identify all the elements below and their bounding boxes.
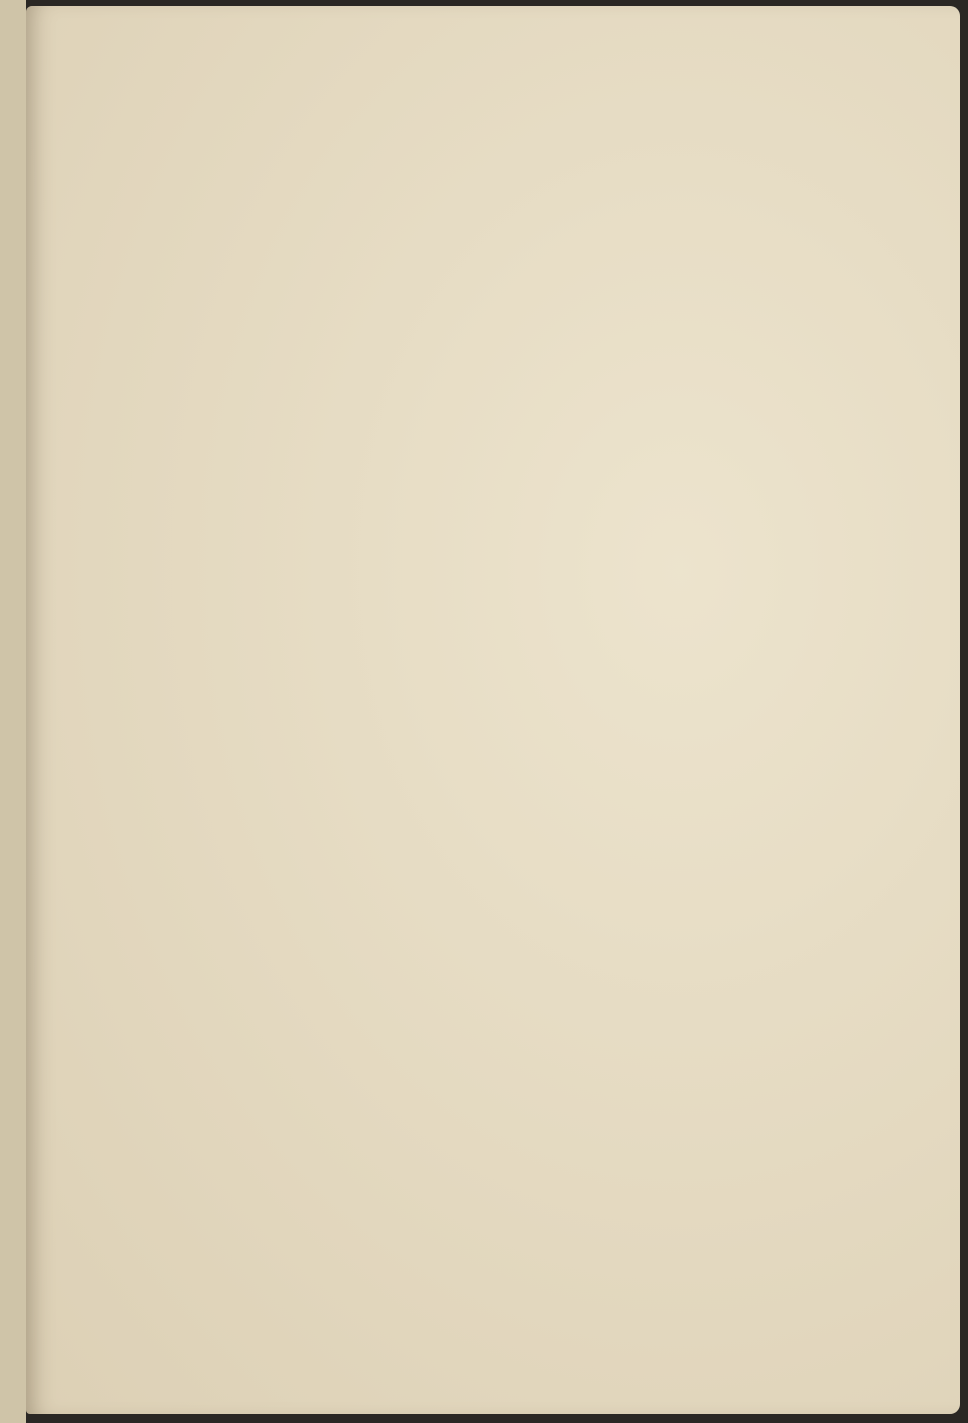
facing-page-edge [0, 0, 26, 1423]
book-page [26, 6, 960, 1414]
